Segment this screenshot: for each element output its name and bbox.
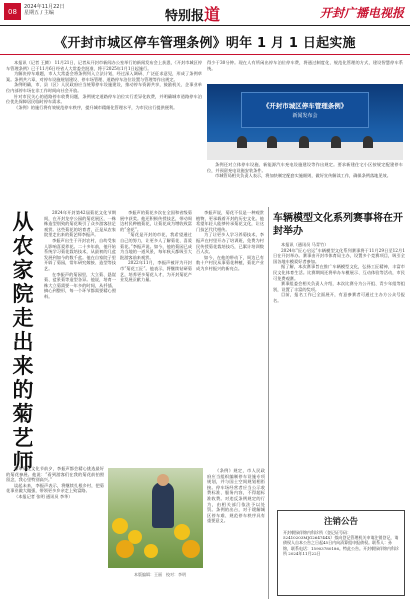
- article3-byline: 本报讯（通讯员 马青竹）: [281, 242, 329, 247]
- article3-headline: 车辆模型文化系列赛事将在开封举办: [273, 213, 403, 237]
- speaker-figure: [267, 136, 277, 148]
- article1-left-column: [6, 60, 202, 204]
- article2-column-3: [196, 210, 264, 460]
- main-headline: 《开封市城区停车管理条例》明年 1 月 1 日起实施: [54, 36, 356, 51]
- article2-paragraph: 在李振声的菊园里，大立菊、悬崖菊、盆景菊等造型各异。他说，培育一株大立菊需要一年多的时间，从扦插、摘心到整形，每一个环节都需要精心照料。: [44, 271, 116, 299]
- section-mark: 道: [204, 5, 221, 24]
- press-conference-photo: [207, 84, 403, 160]
- article2-paragraph: 李振声的菊花多次在全国和省级菊展中获奖。他还积极传授技艺，带动周边村民种植菊花，让菊花成为增收致富的“金花”。: [120, 210, 192, 232]
- speaker-figure: [237, 136, 247, 148]
- article2-paragraph: “菊花是开封的市花，我希望通过自己的努力，让更多人了解菊花、喜爱菊花。”李振声说。如今，他的菊园已成为当地的一道风景，每年秋天都吸引大批游客前来观赏。: [120, 232, 192, 260]
- article1-paragraph: 《条例》的施行将有效规范停车秩序，提升城市精细化管理水平，为市民出行提供便利。: [14, 104, 178, 110]
- artist-figure: [152, 482, 174, 528]
- article2-paragraph: 李振声出生于开封农村，自幼受家人影响喜爱养花。二十多年前，他开始系统学习菊花栽培技术，从最初的几盆发展到如今的数千盆。他在自家院子里开辟了菊园，常年研究嫁接、造型等技艺。: [44, 237, 116, 271]
- article3-paragraph: 2024年“匠心启运”车辆模型文化系列赛事将于11月29日至12月1日在开封举办。赛事由开封市体育局主办，设置多个竞赛项目，吸引全国各地车模爱好者参加。: [273, 247, 405, 264]
- notice-title: 注销公告: [323, 517, 358, 527]
- article2-paragraph: 每年菊花文化节前夕，李振声都会精心挑选最好的菊花参展。他说：“看到游客们在我的菊花前拍照留念，我心里特别高兴。”: [6, 466, 104, 483]
- speaker-figure: [331, 136, 341, 148]
- article1-paragraph: 条例还对立体停车设施、新能源汽车充电设施建设等作出规定。要求新建住宅小区按规定配建停车位，并预留充电设施安装条件。: [207, 162, 403, 173]
- headline-divider: [0, 54, 410, 55]
- article3-paragraph: 据了解，本次赛事旨在推广车辆模型文化，弘扬工匠精神，丰富市民文化体育生活。比赛期间还将举办车模展示、互动体验等活动，市民可免费观赛。: [273, 264, 405, 281]
- article3-paragraph: 目前，报名工作已全面展开，有意参赛者可通过主办方公众号报名。: [273, 292, 405, 303]
- section-label: 特别报: [165, 9, 205, 24]
- masthead: [0, 0, 410, 26]
- artist-head: [157, 474, 169, 486]
- article2-paragraph: 2022年11月，李振声被评为开封市“菊花工匠”。他表示，将继续钻研菊艺，培养更多菊花人才，为开封菊花产业发展贡献力量。: [120, 260, 192, 283]
- article1-paragraph: 得少于30分钟。现在人有所闲出停车泊位停车费，将通过制度化、规范化管理的方式，建设智慧停车系统。: [207, 60, 403, 71]
- article3-paragraph: 赛事组委会相关负责人介绍，本次比赛分为公开组、青少年组等组别，设置了丰富的奖项。: [273, 281, 405, 292]
- editor-text: 星期五 / 主编: [24, 10, 54, 16]
- column-divider: [268, 207, 269, 599]
- flower-shape: [174, 524, 190, 540]
- article2-column-2: [120, 210, 192, 460]
- article3-body: [273, 242, 405, 504]
- newspaper-logo: 开封广播电视报: [319, 6, 404, 20]
- article1-byline: 本报讯（记者 王腾） 11月21日，记者从开封市新闻办公室举行的新闻发布会上获悉，《开封市城区停车管理条例》已于11月6日经省人大常委会批准，将于2025年1月1日起施行。: [6, 60, 202, 71]
- flower-shape: [144, 544, 158, 558]
- date-line: [24, 4, 64, 16]
- speaker-figure: [363, 136, 373, 148]
- speaker-figure: [299, 136, 309, 148]
- article1-right-column: [207, 60, 403, 82]
- article2-vertical-title: 从农家院走出来的菊艺师: [12, 210, 34, 474]
- chrysanthemum-artist-photo: [108, 468, 203, 568]
- article1-paragraph: 为解决停车难题，市人大常委会将条例列入立法计划，经过深入调研、广泛征求意见，形成了条例草案。条例共六章，对停车设施规划建设、停车场管理、道路停车泊位设置与管理等作出规定。: [6, 71, 202, 82]
- article2-lower-column: [6, 466, 104, 598]
- article1-paragraph: 条例明确，市、县（区）人民政府应当统筹停车设施建设，推动停车资源共享，鼓励机关、企事业单位内部停车场在非工作时间向社会开放。: [6, 82, 202, 93]
- article2-column-1: [44, 210, 116, 460]
- page-number-badge: 08: [4, 3, 21, 20]
- flower-shape: [112, 518, 128, 534]
- article2-credit: （本报记者 张明 通讯员 李华）: [14, 493, 73, 499]
- flower-shape: [116, 540, 134, 558]
- article1-paragraph: 市城管局相关负责人表示，将加快制定配套实施细则，做好宣传解读工作，确保条例落地见效。: [215, 173, 391, 179]
- page-footer: 本版编辑：王丽 校对：李明: [134, 572, 186, 577]
- conference-screen: [241, 92, 369, 128]
- screen-subtitle: 新闻发布会: [292, 113, 318, 119]
- article1-paragraph: 针对市民关心的道路停车收费问题，条例规定道路停车泊位实行差异化收费，并明确城市道路停车泊位优先保障居民临时停车需求。: [6, 93, 202, 105]
- notice-body: 开封朝绿伴锦内科诊所（登记证号码：52410203MJG264744X）拟向登记管理机关申请注销登记，请债权人自本公告之日起45日内向清算组申报债权。联系人：孙锦，联系电话：15903780186。特此公告。开封朝绿伴锦内科诊所 2024年11月22日: [283, 530, 399, 556]
- article2-paragraph: 2024年开封第42届菊花文化节期间，在开封龙亭公园的菊花展区，一株株造型别致的菊花吸引了众多游客驻足观赏。这些菊花的培育者，正是从农家院里走出来的菊艺师李振声。: [44, 210, 116, 238]
- section-title: [165, 2, 220, 25]
- article2-paragraph: 谈起未来，李振声表示，将继续扎根乡村，把菊花事业做大做强，带领更多乡亲走上致富路。: [6, 482, 104, 494]
- article1-right-lower: [207, 162, 403, 204]
- screen-title: 《开封市城区停车管理条例》: [262, 102, 348, 110]
- article2-paragraph: 如今，在他的带动下，周边已有数十户村民从事菊花种植，菊花产业成为乡村振兴的新亮点。: [196, 254, 264, 271]
- article2-paragraph: 为了让更多人学习养菊技术，李振声在村里开办了培训班，免费为村民传授菊花栽培技巧，已累计培训数百人次。: [196, 232, 264, 255]
- article1-bottom-paragraph: 《条例》规定，市人民政府应当组织编制停车设施专项规划，并与国土空间规划相衔接。停车场经营者应当公示收费标准、服务内容，不得超标准收费。对违反条例规定的行为，由相关部门依法予以处罚。条例的出台，对于缓解城区停车难、规范停车秩序具有重要意义。: [207, 468, 265, 524]
- cancellation-notice: [277, 510, 405, 596]
- article2-paragraph: 李振声说，菊花不仅是一种观赏植物，更承载着开封的历史文化。他希望年轻人能够传承菊花文化，让这门技艺代代相传。: [196, 210, 264, 232]
- date-text: 2024年11月22日: [24, 4, 65, 10]
- flower-shape: [182, 540, 200, 558]
- article2-photo-side: [207, 468, 265, 568]
